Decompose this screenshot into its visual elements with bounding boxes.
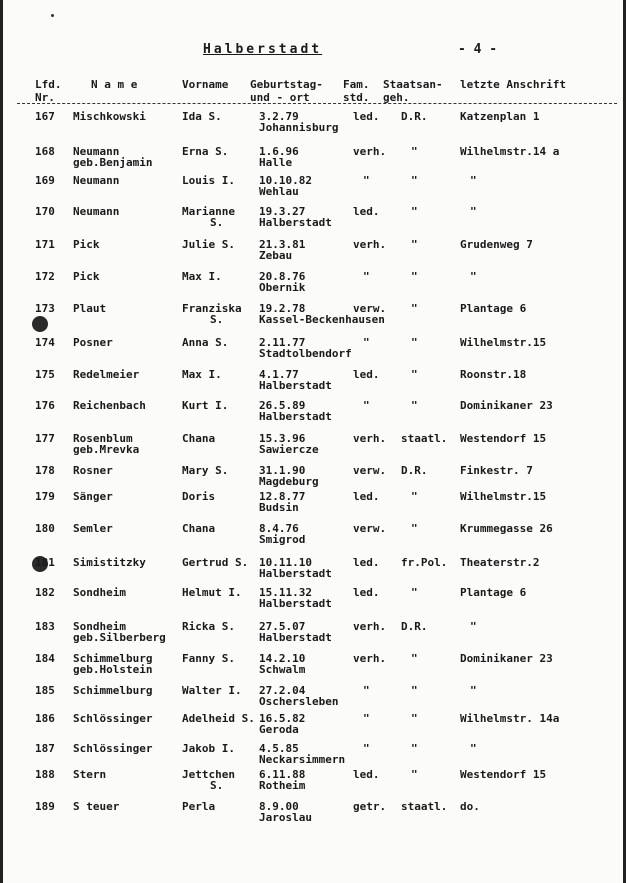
- col-header-staat: Staatsan- geh.: [383, 78, 443, 104]
- entry-family-status: getr.: [353, 800, 387, 813]
- entry-birthplace: Zebau: [259, 249, 293, 262]
- entry-last-address: Plantage 6: [460, 302, 527, 315]
- entry-vorname: Louis I.: [182, 174, 235, 187]
- entry-name: Schlössinger: [73, 712, 153, 725]
- entry-vorname: Anna S.: [182, 336, 229, 349]
- entry-birthdate: 19.2.78: [259, 302, 306, 315]
- entry-name: Sänger: [73, 490, 113, 503]
- entry-nationality: ": [411, 399, 418, 412]
- entry-number: 177: [35, 432, 55, 445]
- entry-nationality: ": [411, 522, 418, 535]
- entry-name: Redelmeier: [73, 368, 140, 381]
- entry-birthplace: Oschersleben: [259, 695, 339, 708]
- entry-birthdate: 14.2.10: [259, 652, 306, 665]
- table-row: [3, 652, 626, 686]
- entry-nationality: ": [411, 490, 418, 503]
- entry-name: Neumann: [73, 174, 120, 187]
- entry-birthplace: Halle: [259, 156, 293, 169]
- col-header-vorname: Vorname: [182, 78, 229, 91]
- entry-nationality: D.R.: [401, 464, 428, 477]
- entry-birthplace: Rotheim: [259, 779, 306, 792]
- entry-last-address: ": [470, 205, 477, 218]
- entry-birthdate: 1.6.96: [259, 145, 299, 158]
- entry-birthplace: Jaroslau: [259, 811, 312, 824]
- entry-vorname: Erna S.: [182, 145, 229, 158]
- entry-number: 184: [35, 652, 55, 665]
- entry-vorname: Max I.: [182, 368, 222, 381]
- entry-birthplace: Johannisburg: [259, 121, 339, 134]
- entry-last-address: Plantage 6: [460, 586, 527, 599]
- page-number: - 4 -: [458, 42, 498, 57]
- entry-number: 167: [35, 110, 55, 123]
- entry-birthplace: Halberstadt: [259, 597, 332, 610]
- entry-vorname: Perla: [182, 800, 216, 813]
- table-row: [3, 270, 626, 304]
- entry-last-address: Wilhelmstr.15: [460, 336, 547, 349]
- entry-name: Pick: [73, 238, 100, 251]
- entry-name: Posner: [73, 336, 113, 349]
- entry-number: 182: [35, 586, 55, 599]
- entry-birthplace: Obernik: [259, 281, 306, 294]
- col-header-nr: Lfd. Nr.: [35, 78, 62, 104]
- table-row: [3, 399, 626, 433]
- entry-last-address: ": [470, 174, 477, 187]
- table-row: [3, 620, 626, 654]
- entry-vorname: Fanny S.: [182, 652, 235, 665]
- entry-birthplace: Geroda: [259, 723, 299, 736]
- table-row: [3, 205, 626, 239]
- entry-family-status: verh.: [353, 652, 387, 665]
- entry-vorname: Jettchen: [182, 768, 235, 781]
- table-row: [3, 432, 626, 466]
- entry-birthdate: 20.8.76: [259, 270, 306, 283]
- entry-nationality: ": [411, 652, 418, 665]
- entry-number: 175: [35, 368, 55, 381]
- entry-family-status: led.: [353, 368, 380, 381]
- entry-last-address: Dominikaner 23: [460, 652, 553, 665]
- entry-birthplace: Halberstadt: [259, 379, 332, 392]
- entry-number: 181: [35, 556, 55, 569]
- entry-last-address: Krummegasse 26: [460, 522, 553, 535]
- entry-birthplace: Halberstadt: [259, 410, 332, 423]
- entry-number: 169: [35, 174, 55, 187]
- entry-birthdate: 12.8.77: [259, 490, 306, 503]
- entry-birthplace: Kassel-Beckenhausen: [259, 313, 385, 326]
- table-row: [3, 556, 626, 590]
- entry-last-address: ": [470, 684, 477, 697]
- entry-number: 178: [35, 464, 55, 477]
- entry-family-status: verh.: [353, 620, 387, 633]
- entry-last-address: Katzenplan 1: [460, 110, 540, 123]
- entry-vorname: Ida S.: [182, 110, 222, 123]
- entry-family-status: led.: [353, 110, 380, 123]
- entry-vorname-suffix: S.: [210, 313, 224, 326]
- entry-maiden-name: geb.Mrevka: [73, 443, 140, 456]
- entry-maiden-name: geb.Holstein: [73, 663, 153, 676]
- entry-birthdate: 3.2.79: [259, 110, 299, 123]
- entry-family-status: verh.: [353, 145, 387, 158]
- entry-last-address: Theaterstr.2: [460, 556, 540, 569]
- entry-number: 173: [35, 302, 55, 315]
- entry-birthplace: Magdeburg: [259, 475, 319, 488]
- entry-family-status: ": [363, 684, 370, 697]
- entry-birthplace: Sawiercze: [259, 443, 319, 456]
- entry-birthplace: Wehlau: [259, 185, 299, 198]
- entry-birthdate: 15.3.96: [259, 432, 306, 445]
- entry-last-address: ": [470, 742, 477, 755]
- entry-nationality: D.R.: [401, 110, 428, 123]
- entry-nationality: D.R.: [401, 620, 428, 633]
- entry-number: 179: [35, 490, 55, 503]
- entry-nationality: fr.Pol.: [401, 556, 448, 569]
- entry-birthplace: Halberstadt: [259, 631, 332, 644]
- table-row: [3, 800, 626, 834]
- entry-vorname: Jakob I.: [182, 742, 235, 755]
- entry-name: S teuer: [73, 800, 120, 813]
- entry-nationality: ": [411, 368, 418, 381]
- entry-family-status: led.: [353, 586, 380, 599]
- entry-birthdate: 8.9.00: [259, 800, 299, 813]
- entry-name: Stern: [73, 768, 107, 781]
- entry-family-status: verh.: [353, 432, 387, 445]
- entry-vorname: Doris: [182, 490, 216, 503]
- table-row: [3, 712, 626, 746]
- entry-birthdate: 4.1.77: [259, 368, 299, 381]
- entry-nationality: ": [411, 145, 418, 158]
- entry-family-status: verw.: [353, 464, 387, 477]
- entry-last-address: Wilhelmstr.15: [460, 490, 547, 503]
- entry-vorname: Adelheid S.: [182, 712, 255, 725]
- entry-last-address: Westendorf 15: [460, 768, 547, 781]
- entry-vorname: Chana: [182, 522, 216, 535]
- entry-number: 185: [35, 684, 55, 697]
- entry-vorname: Max I.: [182, 270, 222, 283]
- entry-birthplace: Schwalm: [259, 663, 306, 676]
- entry-nationality: ": [411, 238, 418, 251]
- entry-name: Schlössinger: [73, 742, 153, 755]
- table-row: [3, 110, 626, 144]
- entry-birthdate: 4.5.85: [259, 742, 299, 755]
- entry-last-address: do.: [460, 800, 480, 813]
- entry-number: 172: [35, 270, 55, 283]
- entry-vorname: Helmut I.: [182, 586, 242, 599]
- entry-birthplace: Budsin: [259, 501, 299, 514]
- entry-nationality: staatl.: [401, 432, 448, 445]
- table-row: [3, 336, 626, 370]
- entry-vorname: Julie S.: [182, 238, 235, 251]
- entry-nationality: staatl.: [401, 800, 448, 813]
- entry-nationality: ": [411, 712, 418, 725]
- entry-nationality: ": [411, 302, 418, 315]
- entry-nationality: ": [411, 742, 418, 755]
- entry-birthdate: 27.5.07: [259, 620, 306, 633]
- entry-name: Sondheim: [73, 586, 126, 599]
- entry-family-status: ": [363, 742, 370, 755]
- entry-number: 188: [35, 768, 55, 781]
- table-row: [3, 768, 626, 802]
- entry-family-status: verh.: [353, 238, 387, 251]
- entry-name: Neumann: [73, 145, 120, 158]
- entry-family-status: verw.: [353, 522, 387, 535]
- entry-birthdate: 10.10.82: [259, 174, 312, 187]
- entry-number: 186: [35, 712, 55, 725]
- entry-birthplace: Neckarsimmern: [259, 753, 346, 766]
- entry-vorname-suffix: S.: [210, 779, 224, 792]
- entry-last-address: Wilhelmstr. 14a: [460, 712, 560, 725]
- entry-birthdate: 15.11.32: [259, 586, 312, 599]
- entry-family-status: verw.: [353, 302, 387, 315]
- entry-birthdate: 2.11.77: [259, 336, 306, 349]
- entry-nationality: ": [411, 205, 418, 218]
- entry-birthdate: 31.1.90: [259, 464, 306, 477]
- entry-name: Schimmelburg: [73, 652, 153, 665]
- entry-number: 171: [35, 238, 55, 251]
- entry-family-status: led.: [353, 556, 380, 569]
- entry-number: 168: [35, 145, 55, 158]
- entry-last-address: Westendorf 15: [460, 432, 547, 445]
- entry-birthdate: 27.2.04: [259, 684, 306, 697]
- entry-family-status: ": [363, 399, 370, 412]
- entry-last-address: ": [470, 620, 477, 633]
- entry-family-status: ": [363, 270, 370, 283]
- entry-last-address: Wilhelmstr.14 a: [460, 145, 560, 158]
- entry-name: Simistitzky: [73, 556, 146, 569]
- entry-name: Mischkowski: [73, 110, 146, 123]
- entry-number: 183: [35, 620, 55, 633]
- entry-name: Rosenblum: [73, 432, 133, 445]
- entry-birthplace: Stadtolbendorf: [259, 347, 352, 360]
- table-row: [3, 238, 626, 272]
- entry-birthdate: 6.11.88: [259, 768, 306, 781]
- header-rule: [17, 103, 617, 104]
- entry-last-address: ": [470, 270, 477, 283]
- entry-nationality: ": [411, 684, 418, 697]
- entry-vorname: Marianne: [182, 205, 235, 218]
- entry-nationality: ": [411, 270, 418, 283]
- entry-birthdate: 16.5.82: [259, 712, 306, 725]
- entry-vorname: Franziska: [182, 302, 242, 315]
- entry-nationality: ": [411, 768, 418, 781]
- entry-last-address: Grudenweg 7: [460, 238, 533, 251]
- entry-vorname-suffix: S.: [210, 216, 224, 229]
- entry-name: Neumann: [73, 205, 120, 218]
- entry-vorname: Ricka S.: [182, 620, 235, 633]
- entry-name: Reichenbach: [73, 399, 146, 412]
- entry-nationality: ": [411, 174, 418, 187]
- entry-vorname: Mary S.: [182, 464, 229, 477]
- entry-birthdate: 21.3.81: [259, 238, 306, 251]
- entry-family-status: ": [363, 336, 370, 349]
- entry-nationality: ": [411, 336, 418, 349]
- col-header-anschrift: letzte Anschrift: [460, 78, 566, 91]
- entry-number: 180: [35, 522, 55, 535]
- entry-number: 187: [35, 742, 55, 755]
- table-row: [3, 174, 626, 208]
- entry-family-status: led.: [353, 768, 380, 781]
- entry-family-status: ": [363, 712, 370, 725]
- entry-family-status: ": [363, 174, 370, 187]
- entry-number: 189: [35, 800, 55, 813]
- entry-birthdate: 26.5.89: [259, 399, 306, 412]
- entry-number: 176: [35, 399, 55, 412]
- entry-maiden-name: geb.Silberberg: [73, 631, 166, 644]
- entry-vorname: Chana: [182, 432, 216, 445]
- entry-last-address: Finkestr. 7: [460, 464, 533, 477]
- entry-name: Plaut: [73, 302, 107, 315]
- table-row: [3, 302, 626, 336]
- entry-birthplace: Halberstadt: [259, 567, 332, 580]
- entry-family-status: led.: [353, 205, 380, 218]
- entry-last-address: Roonstr.18: [460, 368, 527, 381]
- table-row: [3, 522, 626, 556]
- entry-birthdate: 10.11.10: [259, 556, 312, 569]
- entry-maiden-name: geb.Benjamin: [73, 156, 153, 169]
- entry-number: 170: [35, 205, 55, 218]
- entry-birthplace: Halberstadt: [259, 216, 332, 229]
- entry-birthplace: Smigrod: [259, 533, 306, 546]
- col-header-name: N a m e: [91, 78, 138, 91]
- scan-speck: [51, 14, 54, 17]
- entry-vorname: Gertrud S.: [182, 556, 249, 569]
- entry-last-address: Dominikaner 23: [460, 399, 553, 412]
- entry-name: Pick: [73, 270, 100, 283]
- entry-birthdate: 19.3.27: [259, 205, 306, 218]
- col-header-fam: Fam. std.: [343, 78, 370, 104]
- entry-name: Schimmelburg: [73, 684, 153, 697]
- entry-name: Semler: [73, 522, 113, 535]
- entry-birthdate: 8.4.76: [259, 522, 299, 535]
- table-row: [3, 490, 626, 524]
- entry-family-status: led.: [353, 490, 380, 503]
- entry-vorname: Walter I.: [182, 684, 242, 697]
- col-header-geburt: Geburtstag- und - ort: [250, 78, 323, 104]
- entry-vorname: Kurt I.: [182, 399, 229, 412]
- table-row: [3, 368, 626, 402]
- entry-name: Rosner: [73, 464, 113, 477]
- entry-number: 174: [35, 336, 55, 349]
- entry-nationality: ": [411, 586, 418, 599]
- entry-name: Sondheim: [73, 620, 126, 633]
- table-row: [3, 586, 626, 620]
- page-title: Halberstadt: [203, 42, 323, 57]
